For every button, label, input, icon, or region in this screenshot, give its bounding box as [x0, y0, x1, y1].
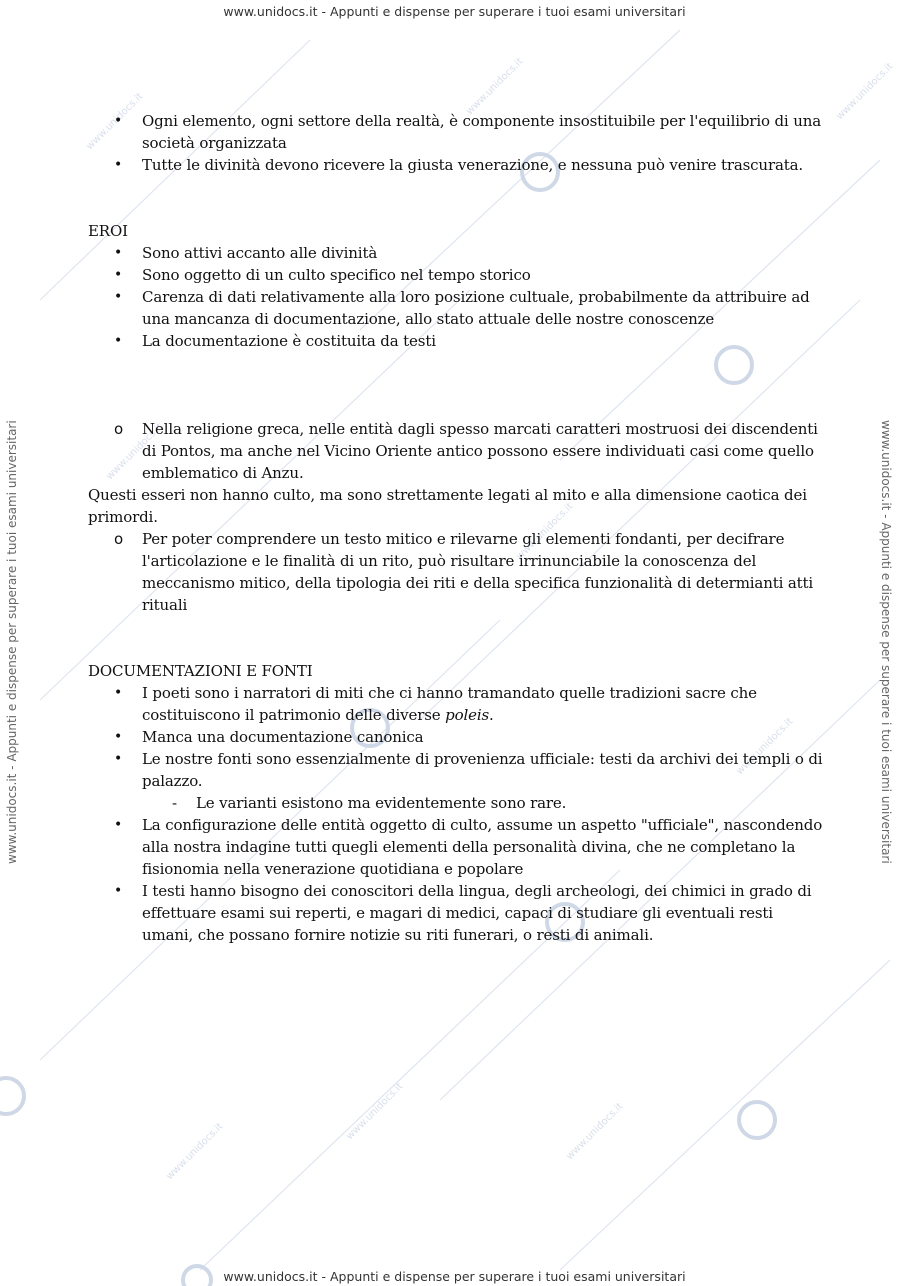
italic-term: poleis [445, 706, 490, 724]
section-heading-eroi: EROI [88, 222, 128, 240]
list-item-text: I poeti sono i narratori di miti che ci hanno tramandato quelle tradizioni sacre che costituiscono il patrimonio delle diverse [142, 684, 757, 724]
mostri-list-2 [88, 528, 828, 616]
list-item: • Manca una documentazione canonica [88, 726, 828, 748]
document-body [88, 110, 828, 946]
diagonal-watermark: www.unidocs.it [104, 421, 166, 483]
dash-list-item: - Le varianti esistono ma evidentemente sono rare. [88, 792, 828, 814]
paragraph: Questi esseri non hanno culto, ma sono strettamente legati al mito e alla dimensione caotica dei primordi. [88, 486, 807, 526]
mostri-list-1 [88, 418, 828, 484]
diagonal-watermark: www.unidocs.it [734, 716, 796, 778]
watermark-side-left: www.unidocs.it - Appunti e dispense per superare i tuoi esami universitari [5, 420, 19, 864]
diagonal-watermark: www.unidocs.it [464, 56, 526, 118]
sub-list-item: o Nella religione greca, nelle entità dagli spesso marcati caratteri mostruosi dei discendenti di Pontos, ma anche nel Vicino Oriente antico possono essere individuati casi come quello emblematico di Anzu. [88, 418, 828, 484]
list-item [88, 682, 828, 726]
list-item: • Carenza di dati relativamente alla loro posizione cultuale, probabilmente da attribuire ad una mancanza di documentazione, allo stato attuale delle nostre conoscenze [88, 286, 828, 330]
list-item: • Sono attivi accanto alle divinità [88, 242, 828, 264]
watermark-banner-bottom: www.unidocs.it - Appunti e dispense per superare i tuoi esami universitari [223, 1269, 686, 1284]
list-item: • Sono oggetto di un culto specifico nel tempo storico [88, 264, 828, 286]
section-heading-documentazioni: DOCUMENTAZIONI E FONTI [88, 662, 313, 680]
sub-list-item: o Per poter comprendere un testo mitico e rilevarne gli elementi fondanti, per decifrare l'articolazione e le finalità di un rito, può risultare irrinunciabile la conoscenza del meccanismo mitico, della tipologia dei riti e della specifica funzionalità di determianti atti rituali [88, 528, 828, 616]
diagonal-watermark: www.unidocs.it [564, 1101, 626, 1163]
list-item: • La documentazione è costituita da testi [88, 330, 828, 352]
diagonal-watermark: www.unidocs.it [514, 501, 576, 563]
list-item: • Tutte le divinità devono ricevere la giusta venerazione, e nessuna può venire trascurata. [88, 154, 828, 176]
list-item: • I testi hanno bisogno dei conoscitori della lingua, degli archeologi, dei chimici in grado di effettuare esami sui reperti, e magari di medici, capaci di studiare gli eventuali resti umani, che possano fornire notizie su riti funerari, o resti di animali. [88, 880, 828, 946]
intro-list [88, 110, 828, 176]
eroi-list [88, 242, 828, 352]
list-item: • Le nostre fonti sono essenzialmente di provenienza ufficiale: testi da archivi dei templi o di palazzo. [88, 748, 828, 792]
documentazioni-list [88, 682, 828, 946]
list-item: • Ogni elemento, ogni settore della realtà, è componente insostituibile per l'equilibrio di una società organizzata [88, 110, 828, 154]
list-item-text: . [489, 706, 494, 724]
list-item: • La configurazione delle entità oggetto di culto, assume un aspetto "ufficiale", nascondendo alla nostra indagine tutti quegli elementi della personalità divina, che ne completano la fisionomia nella venerazione quotidiana e popolare [88, 814, 828, 880]
watermark-side-right: www.unidocs.it - Appunti e dispense per superare i tuoi esami universitari [879, 420, 893, 864]
watermark-banner-top: www.unidocs.it - Appunti e dispense per superare i tuoi esami universitari [223, 4, 686, 19]
diagonal-watermark: www.unidocs.it [164, 1121, 226, 1183]
diagonal-watermark: www.unidocs.it [834, 61, 896, 123]
diagonal-watermark: www.unidocs.it [84, 91, 146, 153]
diagonal-watermark: www.unidocs.it [344, 1081, 406, 1143]
